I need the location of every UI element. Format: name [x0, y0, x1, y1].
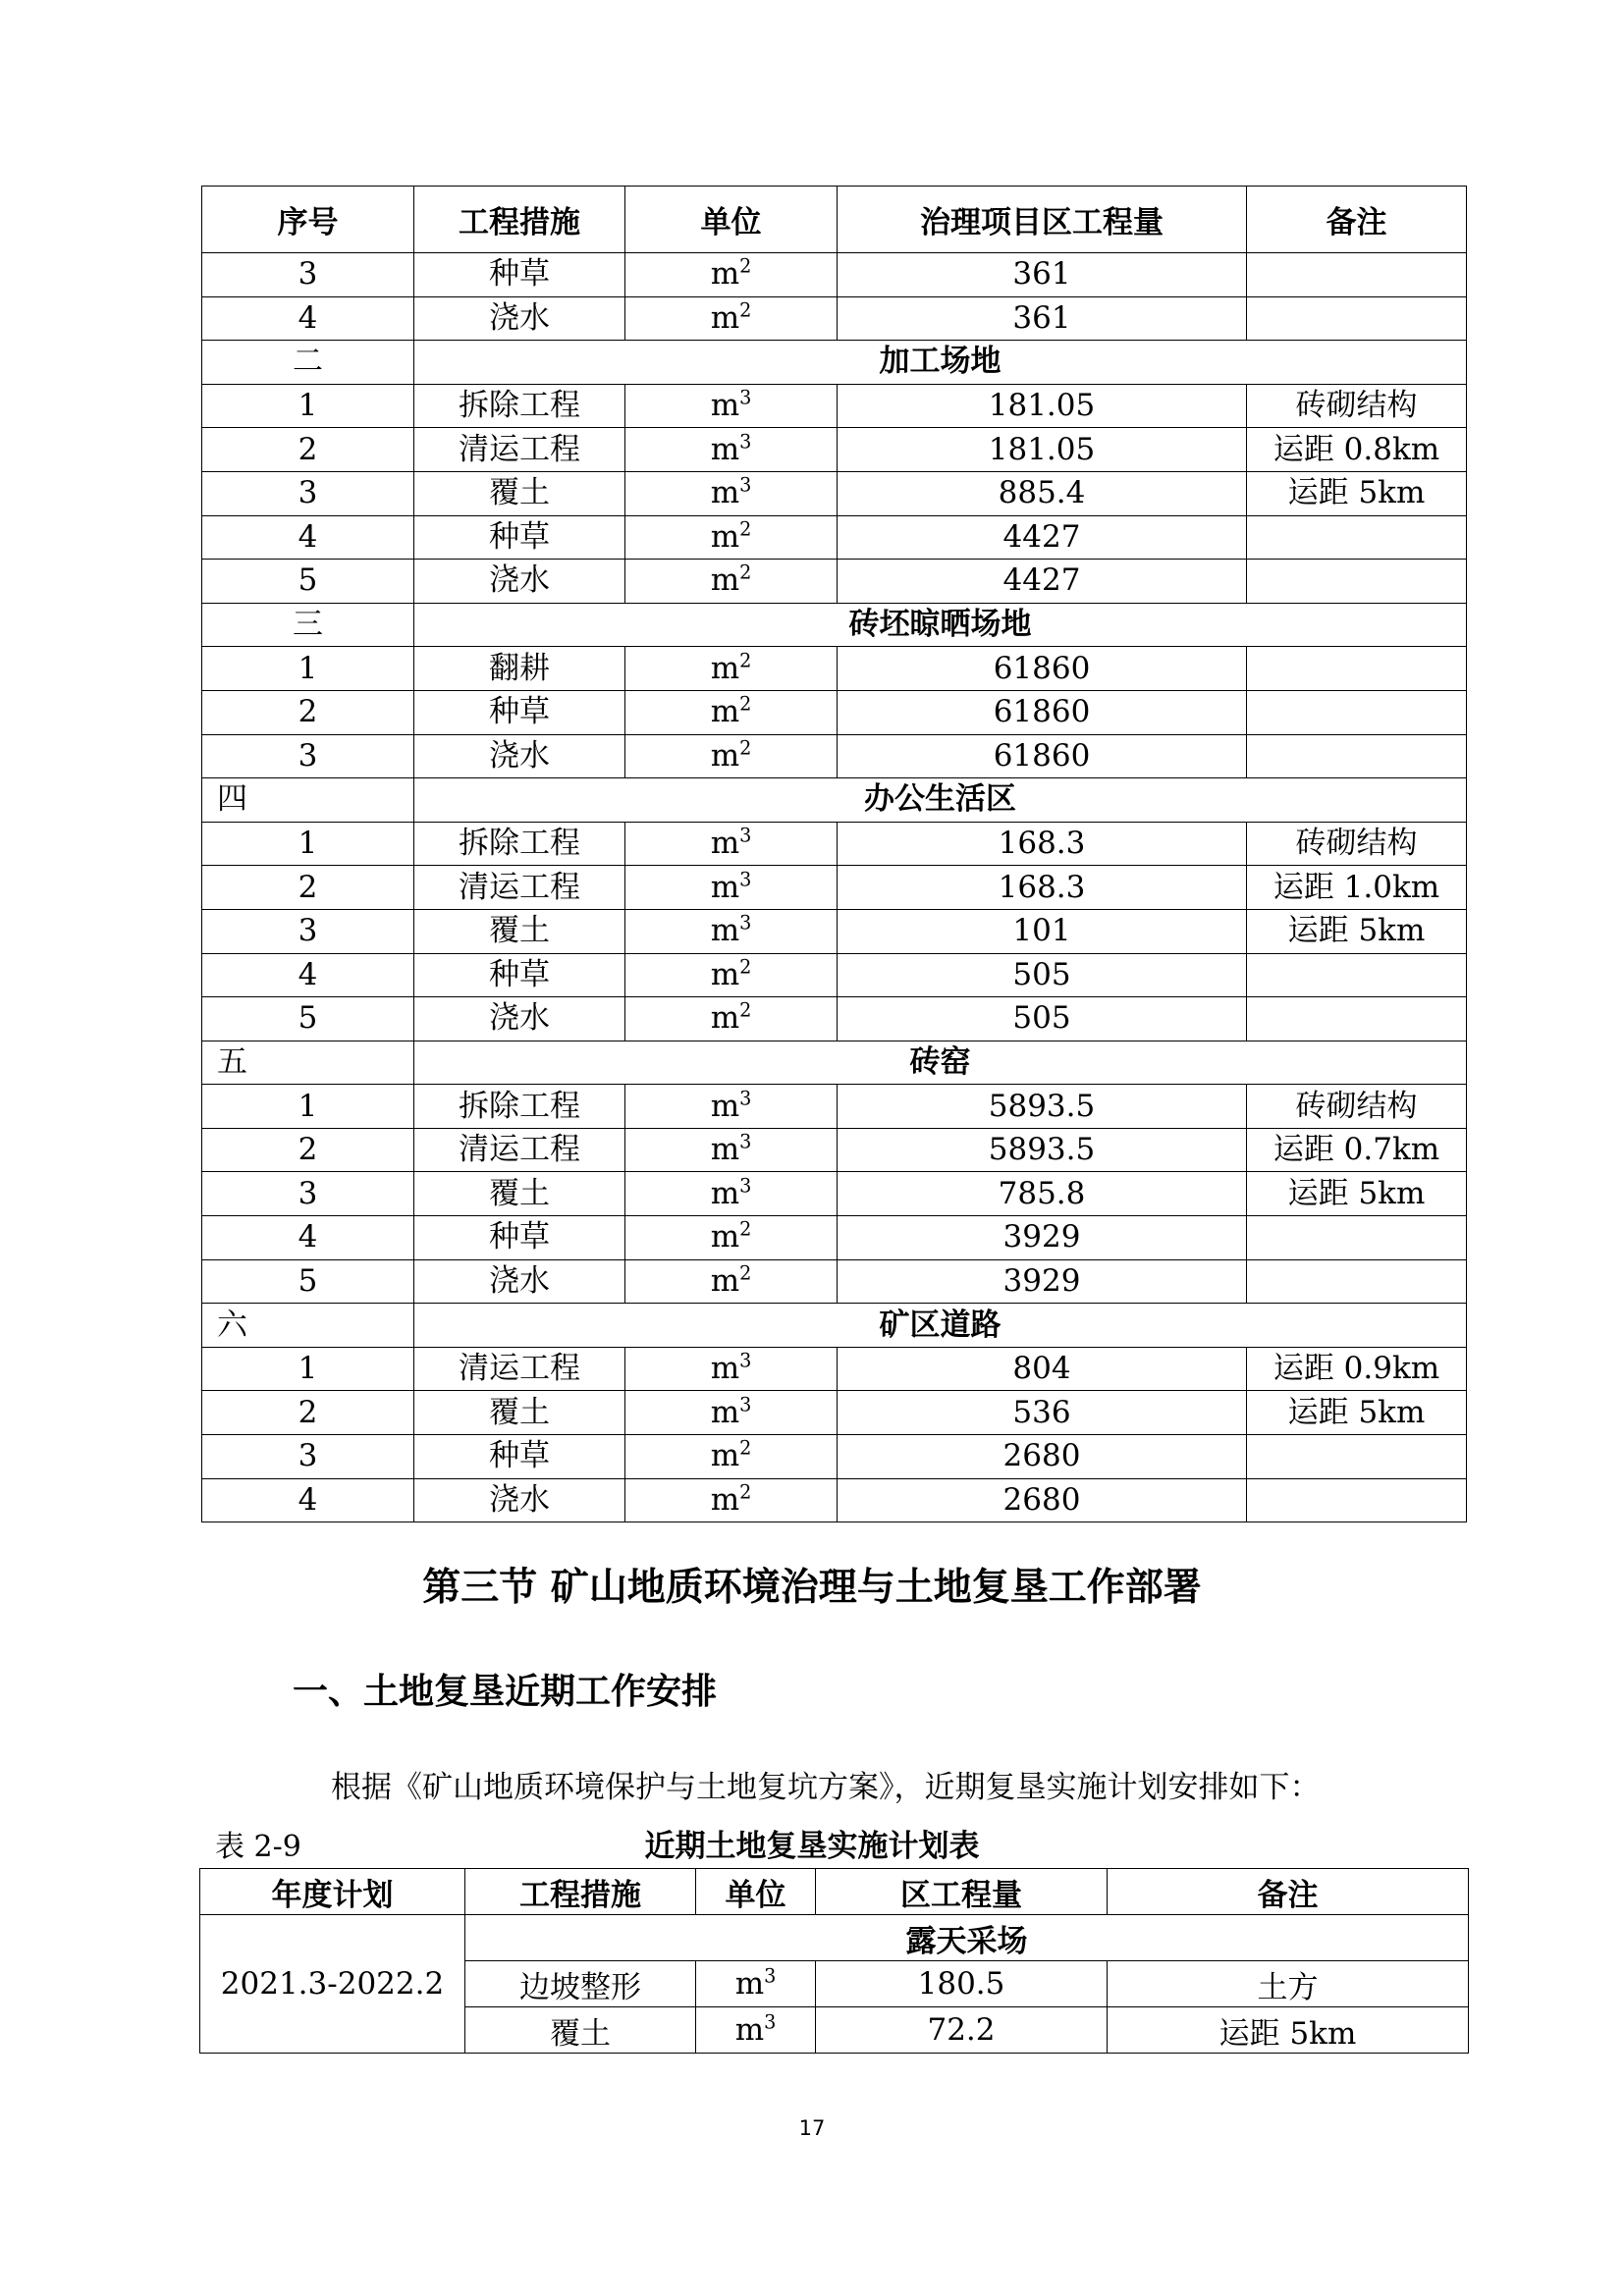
measure-cell: 种草 [414, 253, 625, 297]
unit-base: m [710, 1132, 740, 1168]
unit-base: m [710, 518, 740, 555]
unit-exponent: 3 [739, 868, 752, 891]
unit-exponent: 3 [739, 1087, 752, 1110]
unit-base: m [710, 1088, 740, 1124]
seq-cell: 5 [202, 997, 414, 1041]
note-cell: 运距 0.7km [1247, 1128, 1467, 1172]
unit-cell [625, 560, 838, 604]
section-number-cell: 二 [202, 341, 414, 385]
header-unit: 单位 [625, 187, 838, 253]
quantity-cell: 61860 [838, 734, 1247, 778]
unit-cell [625, 296, 838, 341]
unit-base: m [710, 1351, 740, 1387]
quantity-cell: 168.3 [838, 822, 1247, 866]
unit-base: m [710, 1438, 740, 1474]
quantity-cell: 361 [838, 253, 1247, 297]
note-cell: 运距 5km [1247, 1172, 1467, 1216]
section-title-cell: 加工场地 [414, 341, 1467, 385]
measure-cell: 拆除工程 [414, 384, 625, 428]
quantity-cell: 4427 [838, 515, 1247, 560]
header-note: 备注 [1108, 1869, 1469, 1915]
note-cell [1247, 296, 1467, 341]
note-cell: 运距 1.0km [1247, 866, 1467, 910]
unit-base: m [710, 475, 740, 511]
unit-cell [625, 866, 838, 910]
quantity-cell: 181.05 [838, 384, 1247, 428]
unit-cell [625, 909, 838, 953]
unit-base: m [710, 1394, 740, 1430]
note-cell [1247, 1259, 1467, 1304]
measure-cell: 种草 [414, 515, 625, 560]
unit-cell [625, 471, 838, 515]
seq-cell: 1 [202, 647, 414, 691]
unit-base: m [710, 256, 740, 293]
unit-base: m [710, 694, 740, 730]
seq-cell: 1 [202, 1085, 414, 1129]
quantity-cell: 361 [838, 296, 1247, 341]
measure-cell: 浇水 [414, 1478, 625, 1522]
unit-exponent: 2 [739, 1437, 752, 1460]
unit-cell [625, 734, 838, 778]
unit-exponent: 2 [739, 999, 752, 1023]
unit-exponent: 3 [764, 1964, 777, 1988]
unit-base: m [710, 431, 740, 467]
table-row [202, 384, 1467, 428]
seq-cell: 4 [202, 296, 414, 341]
sub-heading: 一、土地复垦近期工作安排 [293, 1672, 718, 1712]
unit-base: m [710, 1000, 740, 1037]
header-seq: 序号 [202, 187, 414, 253]
unit-cell [625, 1259, 838, 1304]
table-row [202, 1347, 1467, 1391]
note-cell [1247, 690, 1467, 734]
note-cell: 砖砌结构 [1247, 1085, 1467, 1129]
section-number-cell: 五 [202, 1041, 414, 1085]
measure-cell: 覆土 [414, 1391, 625, 1435]
unit-exponent: 3 [764, 2010, 777, 2034]
table-section-row [202, 1041, 1467, 1085]
quantity-cell: 885.4 [838, 471, 1247, 515]
unit-base: m [710, 869, 740, 905]
table-row [202, 1391, 1467, 1435]
section-number-cell: 四 [202, 778, 414, 823]
quantity-cell: 61860 [838, 690, 1247, 734]
body-paragraph: 根据《矿山地质环境保护与土地复坑方案》，近期复垦实施计划安排如下： [331, 1770, 1321, 1805]
quantity-cell: 4427 [838, 560, 1247, 604]
seq-cell: 4 [202, 953, 414, 997]
unit-exponent: 3 [739, 1393, 752, 1416]
table-row [202, 822, 1467, 866]
unit-exponent: 3 [739, 473, 752, 497]
unit-cell [696, 2007, 816, 2054]
seq-cell: 2 [202, 428, 414, 472]
table-row [202, 1259, 1467, 1304]
unit-exponent: 2 [739, 649, 752, 672]
table-row [202, 909, 1467, 953]
seq-cell: 1 [202, 384, 414, 428]
measure-cell: 种草 [414, 953, 625, 997]
section-title-cell: 办公生活区 [414, 778, 1467, 823]
unit-cell [625, 953, 838, 997]
unit-cell [625, 428, 838, 472]
unit-cell [625, 1435, 838, 1479]
header-year-plan: 年度计划 [200, 1869, 465, 1915]
quantity-cell: 5893.5 [838, 1128, 1247, 1172]
unit-base: m [734, 1966, 765, 2002]
seq-cell: 3 [202, 253, 414, 297]
note-cell: 土方 [1108, 1961, 1469, 2007]
table-row [202, 1435, 1467, 1479]
unit-exponent: 3 [739, 386, 752, 409]
table-row [202, 253, 1467, 297]
seq-cell: 3 [202, 471, 414, 515]
note-cell [1247, 515, 1467, 560]
unit-base: m [710, 299, 740, 336]
section-heading: 第三节 矿山地质环境治理与土地复垦工作部署 [422, 1566, 1202, 1610]
note-cell: 运距 5km [1108, 2007, 1469, 2054]
note-cell [1247, 1216, 1467, 1260]
unit-base: m [710, 1481, 740, 1518]
header-note: 备注 [1247, 187, 1467, 253]
measure-cell: 覆土 [414, 909, 625, 953]
unit-exponent: 3 [739, 1349, 752, 1372]
unit-exponent: 2 [739, 1218, 752, 1242]
note-cell [1247, 734, 1467, 778]
seq-cell: 2 [202, 1128, 414, 1172]
note-cell: 运距 0.9km [1247, 1347, 1467, 1391]
table-row [202, 953, 1467, 997]
unit-exponent: 2 [739, 736, 752, 760]
measure-cell: 覆土 [414, 471, 625, 515]
header-quantity: 治理项目区工程量 [838, 187, 1247, 253]
unit-cell [625, 1172, 838, 1216]
unit-exponent: 2 [739, 1480, 752, 1504]
table-header-row [200, 1869, 1469, 1915]
near-term-plan-table [199, 1868, 1469, 2054]
unit-exponent: 2 [739, 254, 752, 278]
unit-base: m [710, 388, 740, 424]
unit-cell [625, 1478, 838, 1522]
note-cell [1247, 997, 1467, 1041]
section-number-cell: 三 [202, 603, 414, 647]
unit-base: m [734, 2012, 765, 2048]
quantity-cell: 505 [838, 953, 1247, 997]
quantity-cell: 785.8 [838, 1172, 1247, 1216]
measure-cell: 拆除工程 [414, 822, 625, 866]
measure-cell: 浇水 [414, 560, 625, 604]
seq-cell: 2 [202, 690, 414, 734]
table-section-row [202, 341, 1467, 385]
table-caption-number: 表 2-9 [215, 1830, 301, 1864]
seq-cell: 5 [202, 560, 414, 604]
note-cell: 运距 5km [1247, 1391, 1467, 1435]
section-title-cell: 砖坯晾晒场地 [414, 603, 1467, 647]
header-measure: 工程措施 [414, 187, 625, 253]
treatment-quantities-table [201, 186, 1467, 1522]
quantity-cell: 72.2 [816, 2007, 1108, 2054]
table-caption-title: 近期土地复垦实施计划表 [644, 1829, 980, 1864]
seq-cell: 4 [202, 1216, 414, 1260]
table-row [202, 734, 1467, 778]
unit-base: m [710, 1262, 740, 1299]
quantity-cell: 804 [838, 1347, 1247, 1391]
table-row [202, 1172, 1467, 1216]
table-section-row [202, 778, 1467, 823]
table-section-row [202, 603, 1467, 647]
unit-cell [625, 1391, 838, 1435]
note-cell: 运距 5km [1247, 909, 1467, 953]
unit-cell [625, 1216, 838, 1260]
seq-cell: 4 [202, 1478, 414, 1522]
table-section-row [200, 1915, 1469, 1961]
unit-base: m [710, 826, 740, 862]
note-cell: 砖砌结构 [1247, 384, 1467, 428]
unit-base: m [710, 737, 740, 774]
table-row [202, 866, 1467, 910]
table-row [202, 428, 1467, 472]
quantity-cell: 3929 [838, 1216, 1247, 1260]
unit-cell [696, 1961, 816, 2007]
measure-cell: 清运工程 [414, 428, 625, 472]
unit-cell [625, 647, 838, 691]
note-cell: 运距 5km [1247, 471, 1467, 515]
unit-exponent: 3 [739, 1130, 752, 1153]
note-cell: 砖砌结构 [1247, 822, 1467, 866]
note-cell [1247, 953, 1467, 997]
note-cell [1247, 1478, 1467, 1522]
table-section-row [202, 1304, 1467, 1348]
seq-cell: 3 [202, 1435, 414, 1479]
section-title-cell: 矿区道路 [414, 1304, 1467, 1348]
seq-cell: 4 [202, 515, 414, 560]
quantity-cell: 2680 [838, 1478, 1247, 1522]
header-quantity: 区工程量 [816, 1869, 1108, 1915]
header-unit: 单位 [696, 1869, 816, 1915]
unit-base: m [710, 1175, 740, 1211]
measure-cell: 浇水 [414, 1259, 625, 1304]
seq-cell: 3 [202, 909, 414, 953]
unit-cell [625, 1128, 838, 1172]
seq-cell: 1 [202, 1347, 414, 1391]
quantity-cell: 181.05 [838, 428, 1247, 472]
seq-cell: 3 [202, 1172, 414, 1216]
measure-cell: 浇水 [414, 296, 625, 341]
table-row [202, 647, 1467, 691]
note-cell [1247, 560, 1467, 604]
measure-cell: 种草 [414, 690, 625, 734]
period-cell: 2021.3-2022.2 [200, 1915, 465, 2054]
table-row [202, 1128, 1467, 1172]
note-cell [1247, 253, 1467, 297]
table-row [202, 471, 1467, 515]
quantity-cell: 180.5 [816, 1961, 1108, 2007]
table-row [202, 560, 1467, 604]
table-row [202, 1478, 1467, 1522]
seq-cell: 2 [202, 1391, 414, 1435]
unit-exponent: 2 [739, 1261, 752, 1285]
table-row [202, 515, 1467, 560]
section-title-cell: 露天采场 [465, 1915, 1469, 1961]
unit-cell [625, 253, 838, 297]
quantity-cell: 5893.5 [838, 1085, 1247, 1129]
header-measure: 工程措施 [465, 1869, 696, 1915]
quantity-cell: 3929 [838, 1259, 1247, 1304]
measure-cell: 覆土 [414, 1172, 625, 1216]
unit-exponent: 3 [739, 430, 752, 454]
unit-base: m [710, 913, 740, 949]
unit-exponent: 2 [739, 517, 752, 541]
unit-exponent: 2 [739, 561, 752, 585]
unit-cell [625, 384, 838, 428]
unit-base: m [710, 650, 740, 686]
measure-cell: 种草 [414, 1216, 625, 1260]
quantity-cell: 168.3 [838, 866, 1247, 910]
table-row [202, 296, 1467, 341]
measure-cell: 浇水 [414, 997, 625, 1041]
measure-cell: 边坡整形 [465, 1961, 696, 2007]
measure-cell: 覆土 [465, 2007, 696, 2054]
unit-base: m [710, 562, 740, 599]
quantity-cell: 536 [838, 1391, 1247, 1435]
quantity-cell: 505 [838, 997, 1247, 1041]
section-number-cell: 六 [202, 1304, 414, 1348]
table-row [202, 690, 1467, 734]
seq-cell: 3 [202, 734, 414, 778]
note-cell [1247, 1435, 1467, 1479]
seq-cell: 5 [202, 1259, 414, 1304]
table-row [202, 1216, 1467, 1260]
unit-cell [625, 822, 838, 866]
table-row [202, 1085, 1467, 1129]
note-cell [1247, 647, 1467, 691]
unit-cell [625, 690, 838, 734]
unit-exponent: 3 [739, 824, 752, 847]
unit-exponent: 3 [739, 1174, 752, 1198]
unit-cell [625, 1347, 838, 1391]
page-number: 17 [798, 2116, 826, 2140]
table-header-row [202, 187, 1467, 253]
table-row [202, 997, 1467, 1041]
quantity-cell: 61860 [838, 647, 1247, 691]
quantity-cell: 2680 [838, 1435, 1247, 1479]
unit-base: m [710, 1219, 740, 1255]
seq-cell: 1 [202, 822, 414, 866]
unit-cell [625, 1085, 838, 1129]
measure-cell: 拆除工程 [414, 1085, 625, 1129]
unit-exponent: 3 [739, 911, 752, 934]
measure-cell: 浇水 [414, 734, 625, 778]
section-title-cell: 砖窑 [414, 1041, 1467, 1085]
unit-cell [625, 515, 838, 560]
measure-cell: 清运工程 [414, 866, 625, 910]
unit-exponent: 2 [739, 955, 752, 979]
unit-exponent: 2 [739, 692, 752, 716]
measure-cell: 种草 [414, 1435, 625, 1479]
measure-cell: 翻耕 [414, 647, 625, 691]
seq-cell: 2 [202, 866, 414, 910]
measure-cell: 清运工程 [414, 1128, 625, 1172]
unit-base: m [710, 956, 740, 992]
measure-cell: 清运工程 [414, 1347, 625, 1391]
quantity-cell: 101 [838, 909, 1247, 953]
unit-exponent: 2 [739, 298, 752, 322]
note-cell: 运距 0.8km [1247, 428, 1467, 472]
unit-cell [625, 997, 838, 1041]
